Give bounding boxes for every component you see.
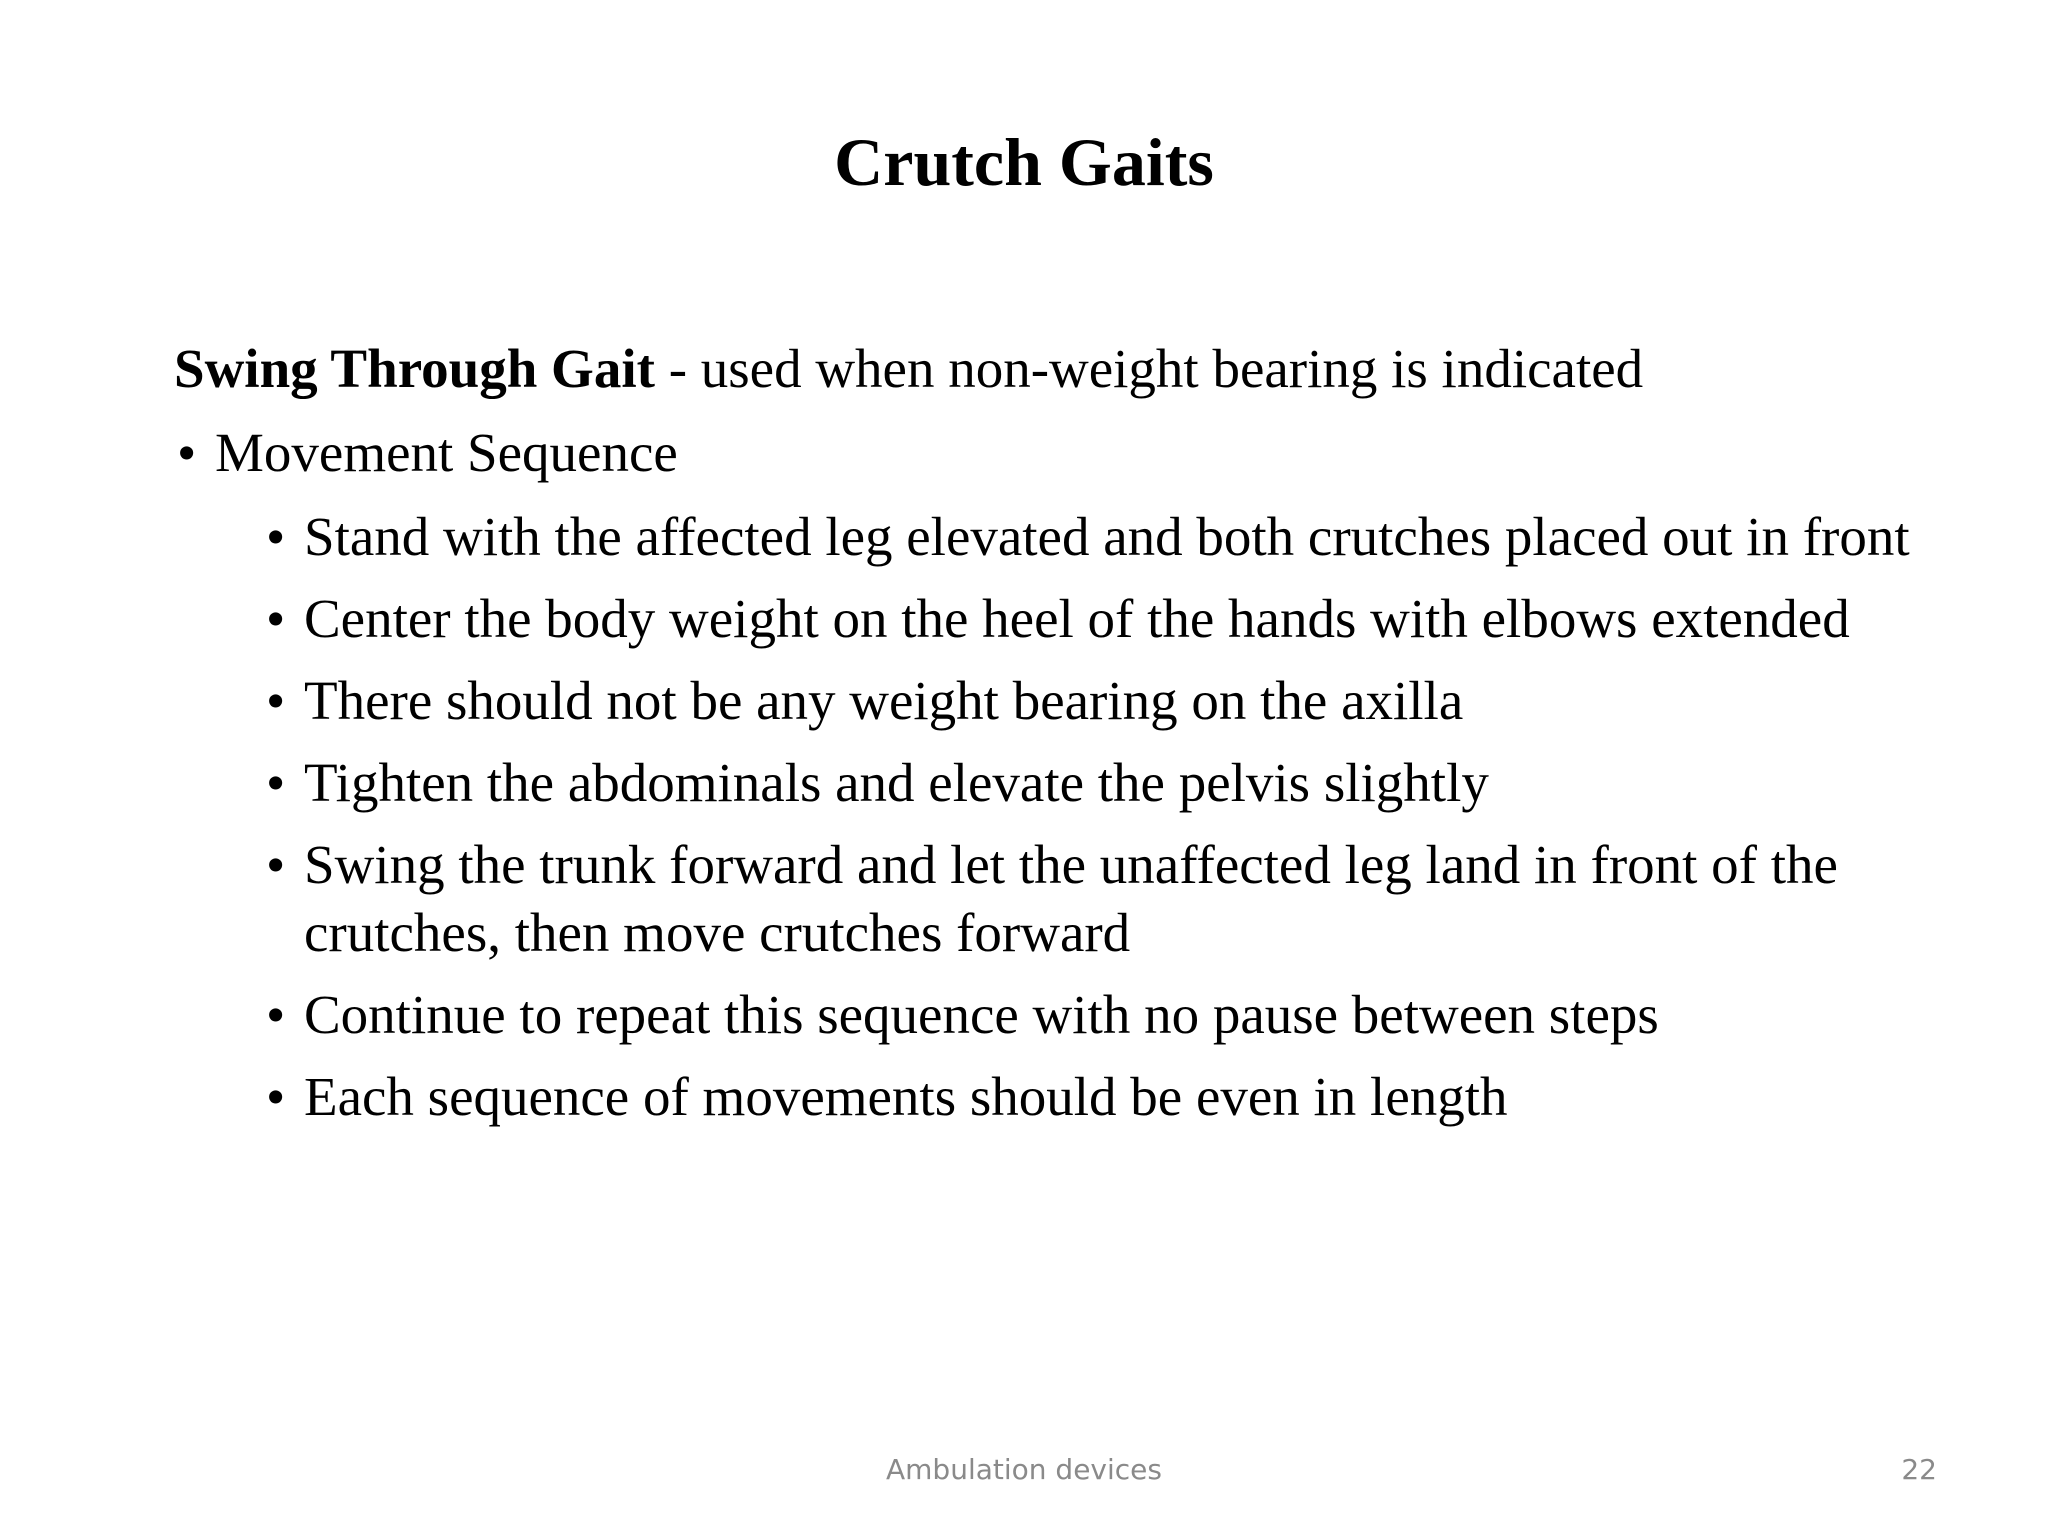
list-item: [174, 667, 1934, 735]
list-item-text: Swing the trunk forward and let the unaffected leg land in front of the crutches, then move crutches forward: [304, 834, 1838, 963]
lead-description: - used when non-weight bearing is indicated: [654, 338, 1644, 399]
list-item-text: Center the body weight on the heel of the hands with elbows extended: [304, 588, 1850, 649]
list-item: [174, 585, 1934, 653]
list-item: [174, 831, 1934, 967]
slide-title: Crutch Gaits: [834, 124, 1214, 200]
bullet-text: Movement Sequence: [215, 422, 678, 483]
footer-label: Ambulation devices: [886, 1453, 1162, 1486]
list-item-text: Tighten the abdominals and elevate the pelvis slightly: [304, 752, 1489, 813]
bullet-movement-sequence: [174, 419, 1934, 487]
page-number: 22: [1901, 1453, 1937, 1486]
list-item-text: Stand with the affected leg elevated and both crutches placed out in front: [304, 506, 1910, 567]
bullet-icon: •: [266, 1066, 286, 1127]
list-item-text: Continue to repeat this sequence with no pause between steps: [304, 984, 1659, 1045]
lead-line: [174, 335, 1934, 403]
bullet-icon: •: [266, 506, 286, 567]
slide-content: [174, 335, 1934, 1145]
list-item: [174, 981, 1934, 1049]
list-item-text: Each sequence of movements should be even in length: [304, 1066, 1508, 1127]
list-item-text: There should not be any weight bearing on the axilla: [304, 670, 1464, 731]
bullet-icon: •: [266, 834, 286, 895]
list-item: [174, 1063, 1934, 1131]
bullet-icon: •: [266, 984, 286, 1045]
bullet-icon: •: [266, 670, 286, 731]
movement-steps-list: [174, 503, 1934, 1131]
bullet-icon: •: [266, 752, 286, 813]
lead-term: Swing Through Gait: [174, 338, 655, 399]
list-item: [174, 503, 1934, 571]
list-item: [174, 749, 1934, 817]
bullet-icon: •: [266, 588, 286, 649]
bullet-icon: •: [177, 422, 197, 483]
